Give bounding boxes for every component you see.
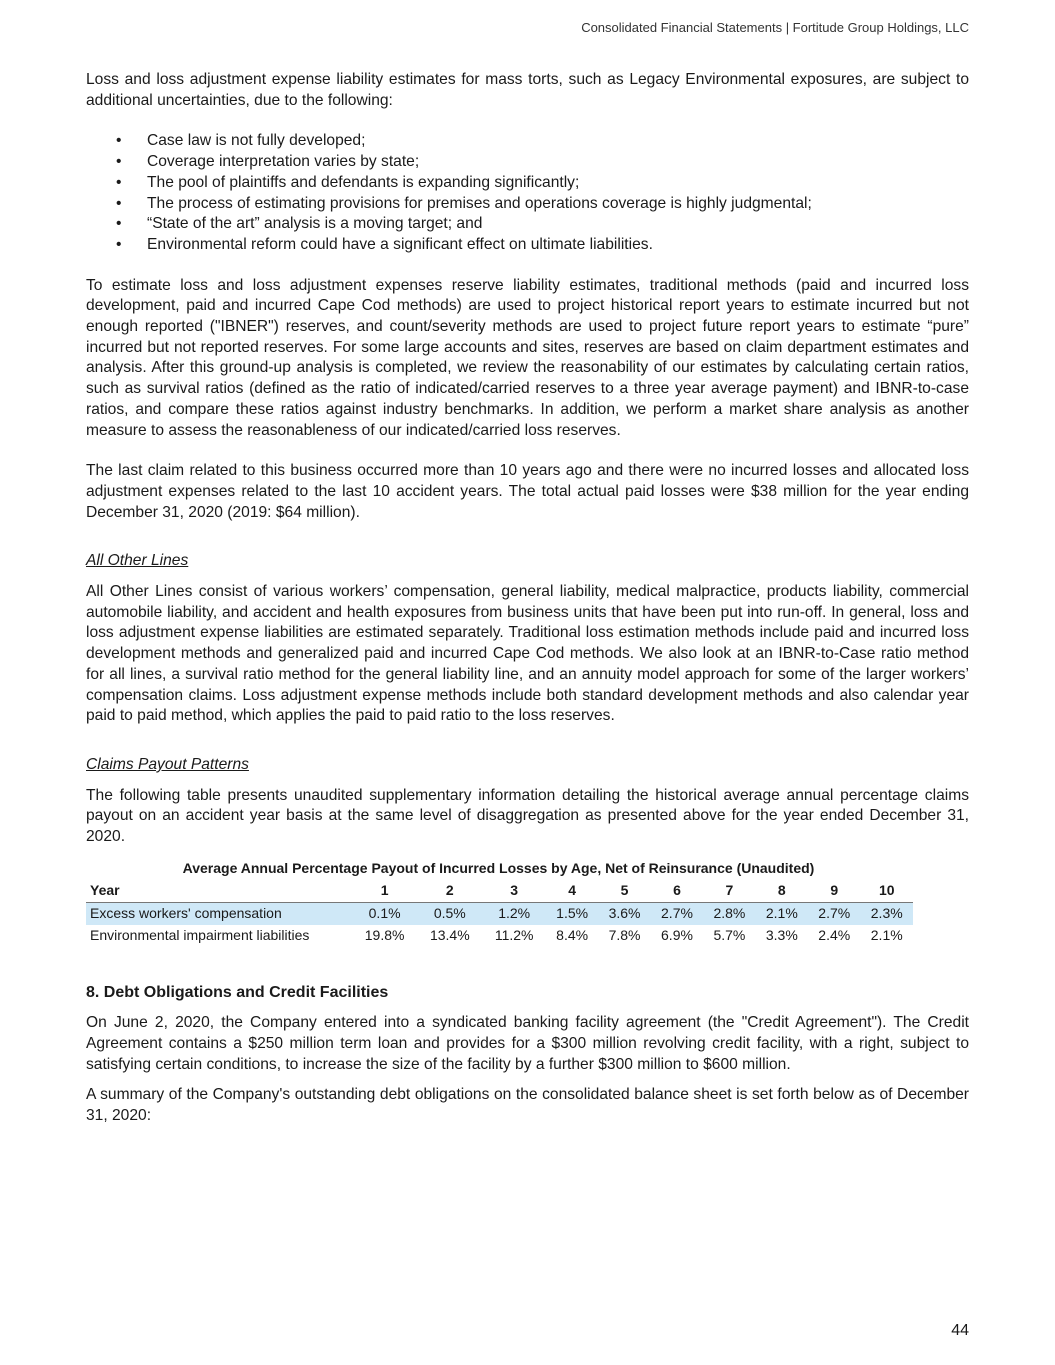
page-number: 44 [951,1322,969,1339]
table-cell: 0.5% [417,902,482,925]
row-label: Excess workers' compensation [86,902,352,925]
row-label: Environmental impairment liabilities [90,927,310,944]
column-header: 4 [546,880,598,903]
table-title: Average Annual Percentage Payout of Incurred Losses by Age, Net of Reinsurance (Unaudited) [182,859,815,876]
table-cell: 2.4% [818,927,851,944]
table-cell: 8.4% [556,927,589,944]
list-item: • Case law is not fully developed; [86,131,969,152]
table-cell: 19.8% [364,927,405,944]
bullet-icon: • [116,132,122,150]
table-cell: 11.2% [494,927,534,944]
list-item: • The pool of plaintiffs and defendants is expanding significantly; [86,173,969,194]
list-item: • Environmental reform could have a significant effect on ultimate liabilities. [86,235,969,256]
uncertainty-list [86,131,969,255]
table-cell: 13.4% [429,927,470,944]
bullet-icon: • [116,235,122,253]
table-cell: 2.8% [703,902,755,925]
claims-payout-paragraph: The following table presents unaudited supplementary information detailing the historical average annual percentage claims payout on an accident year basis at the same level of disaggregation as presented above for the year ended December 31, 2020. [86,786,969,846]
column-header: Year [86,880,352,903]
page-content [86,70,969,1127]
intro-paragraph: Loss and loss adjustment expense liability estimates for mass torts, such as Legacy Environmental exposures, are subject to additional uncertainties, due to the following: [86,71,969,109]
table-cell: 1.5% [546,902,598,925]
list-item: • “State of the art” analysis is a moving target; and [86,214,969,235]
debt-summary-paragraph: A summary of the Company's outstanding debt obligations on the consolidated balance sheet is set forth below as of December 31, 2020: [86,1086,969,1125]
table-cell: 5.7% [713,927,746,944]
table-cell: 7.8% [608,927,641,944]
column-header: 2 [417,880,482,903]
column-header: 3 [482,880,546,903]
bullet-icon: • [116,173,122,191]
bullet-icon: • [116,194,122,212]
credit-agreement-paragraph: On June 2, 2020, the Company entered into a syndicated banking facility agreement (the "Credit Agreement"). The Credit Agreement contains a $250 million term loan and provides for a $300 million revolving credit facility, with a right, subject to satisfying certain conditions, to increase the size of the facility by a further $300 million to $600 million. [86,1014,969,1073]
table-cell: 2.7% [651,902,703,925]
last-claim-paragraph: The last claim related to this business occurred more than 10 years ago and there were no incurred losses and allocated loss adjustment expenses related to the last 10 accident years. The total actual paid losses were $38 million for the year ending December 31, 2020 (2019: $64 million). [86,462,969,521]
table-cell: 2.3% [860,902,913,925]
table-cell: 2.1% [756,902,808,925]
table-cell: 3.3% [765,927,798,944]
bullet-icon: • [116,215,122,233]
table-row [86,925,913,947]
column-header: 7 [703,880,755,903]
column-header: 8 [756,880,808,903]
table-cell: 6.9% [661,927,693,944]
column-header: 5 [598,880,650,903]
list-item: • Coverage interpretation varies by state; [86,152,969,173]
table-header-row [86,880,913,903]
all-other-lines-paragraph: All Other Lines consist of various workers’ compensation, general liability, medical malpractice, products liability, commercial automobile liability, and accident and health exposures from business units that have been put into run-off. In general, loss and loss adjustment expense liabilities are estimated separately. Traditional loss estimation methods include paid and incurred loss development methods and generalized paid and incurred Cape Cod methods. We also look at an IBNR-to-Case ratio method for all lines, a survival ratio method for the general liability line, and an annuity model approach for some of the larger workers’ compensation claims. Loss adjustment expense methods include both standard development methods and also calendar year paid to paid method, which applies the paid to paid ratio to the loss reserves. [86,583,969,725]
claims-payout-heading: Claims Payout Patterns [86,755,249,773]
table-cell: 2.1% [870,927,903,944]
table-cell: 0.1% [352,902,417,925]
table-cell: 1.2% [482,902,546,925]
table-cell: 3.6% [598,902,650,925]
section-heading: 8. Debt Obligations and Credit Facilities [86,983,389,1001]
table-cell: 2.7% [808,902,860,925]
payout-table [86,880,913,947]
running-header: Consolidated Financial Statements | Fortitude Group Holdings, LLC [581,20,969,35]
column-header: 10 [860,880,913,903]
bullet-icon: • [116,153,122,171]
column-header: 1 [352,880,417,903]
methods-paragraph: To estimate loss and loss adjustment expenses reserve liability estimates, traditional methods (paid and incurred loss development, paid and incurred Cape Cod methods) are used to project historical report years to estimate incurred but not enough reported ("IBNER") reserves, and count/severity methods are used to project future report years to estimate “pure” incurred but not reported reserves. For some large accounts and sites, reserves are based on claim department estimates and analysis. After this ground-up analysis is completed, we review the reasonability of our estimates by calculating certain ratios, such as survival ratios (defined as the ratio of indicated/carried reserves to a three year average payment) and IBNR-to-case ratios, and compare these ratios against industry benchmarks. In addition, we perform a market share analysis as another measure to assess the reasonableness of our indicated/carried loss reserves. [86,276,969,439]
table-row [86,902,913,925]
column-header: 9 [808,880,860,903]
column-header: 6 [651,880,703,903]
list-item: • The process of estimating provisions for premises and operations coverage is highly judgmental; [86,194,969,215]
all-other-lines-heading: All Other Lines [86,552,189,570]
